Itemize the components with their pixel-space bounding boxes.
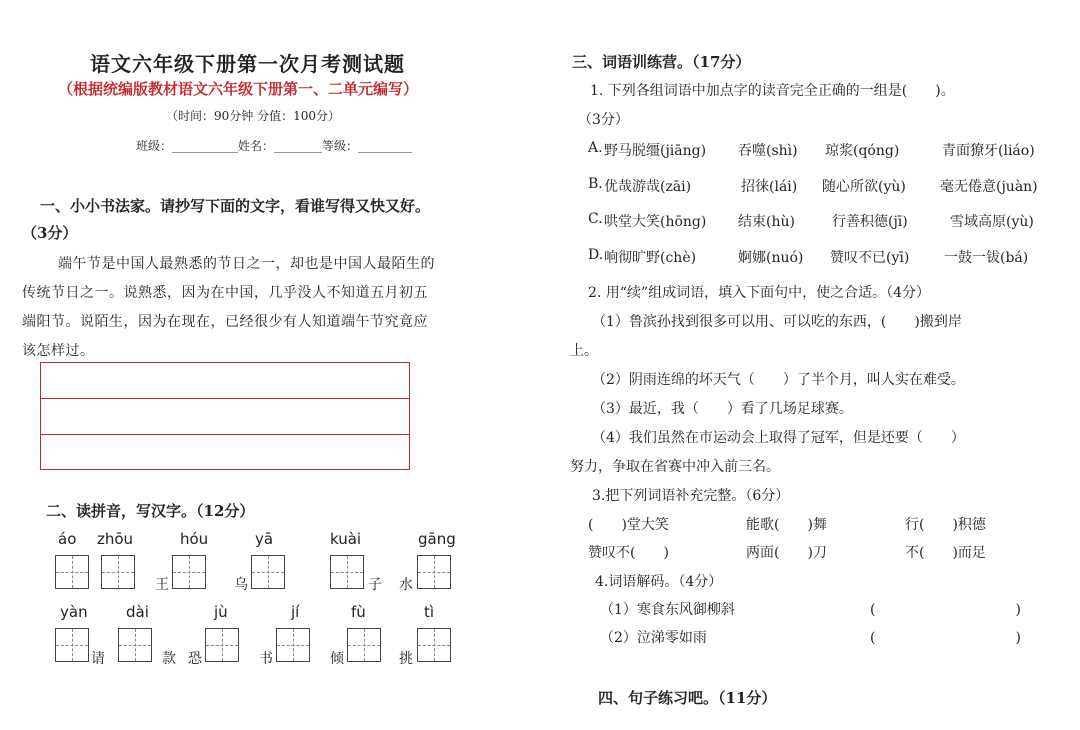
q4-item: （1）寒食东风御柳斜 (600, 602, 735, 618)
given-char: 请 (91, 651, 105, 667)
page-title: 语文六年级下册第一次月考测试题 (90, 52, 405, 76)
q4-answer-blank[interactable]: ( ) (870, 630, 1021, 646)
given-char: 恐 (188, 651, 202, 667)
given-char: 乌 (234, 577, 248, 593)
q3-blank[interactable]: 行( )积德 (905, 517, 986, 533)
section-2-title: 二、读拼音，写汉字。（12分） (46, 502, 255, 520)
tianzige-box[interactable] (330, 555, 364, 589)
passage-line: 该怎样过。 (22, 343, 95, 359)
tianzige-box[interactable] (417, 628, 451, 662)
q2-line: 上。 (570, 343, 598, 359)
given-char: 水 (399, 577, 413, 593)
given-char: 王 (155, 577, 169, 593)
section-1-score: （3分） (22, 224, 78, 242)
pinyin: áo (58, 530, 77, 548)
passage-line: 端午节是中国人最熟悉的节日之一，却也是中国人最陌生的 (58, 256, 435, 272)
pinyin: jù (214, 603, 228, 621)
option-A-item: 吞噬(shì) (738, 143, 798, 159)
tianzige-box[interactable] (251, 555, 285, 589)
copy-writing-box[interactable] (40, 362, 410, 470)
section-1-title: 一、小小书法家。请抄写下面的文字，看谁写得又快又好。 (40, 197, 431, 215)
pinyin: kuài (330, 530, 362, 548)
tianzige-box[interactable] (276, 628, 310, 662)
q3-title: 3.把下列词语补充完整。（6分） (592, 488, 790, 504)
q4-title: 4.词语解码。（4分） (595, 574, 723, 590)
passage-line: 端阳节。说陌生，因为在现在，已经很少有人知道端午节究竟应 (22, 314, 428, 330)
option-C-label[interactable]: C. (588, 211, 603, 227)
option-B-item: 毫无倦意(juàn) (940, 179, 1038, 195)
option-C-item: 雪域高原(yù) (950, 214, 1034, 230)
option-C-item: 结束(hù) (738, 214, 795, 230)
given-char: 书 (259, 651, 273, 667)
pinyin: hóu (180, 530, 209, 548)
option-A-item: 野马脱缰(jiāng) (604, 143, 707, 159)
tianzige-box[interactable] (172, 555, 206, 589)
option-B-label[interactable]: B. (588, 176, 603, 192)
pinyin: fù (351, 603, 366, 621)
option-C-item: 哄堂大笑(hōng) (604, 214, 707, 230)
q4-item: （2）泣涕零如雨 (600, 630, 707, 646)
pinyin: dài (126, 603, 149, 621)
pinyin: tì (424, 603, 435, 621)
section-4-title: 四、句子练习吧。（11分） (598, 689, 777, 707)
option-A-item: 青面獠牙(liáo) (942, 143, 1035, 159)
tianzige-box[interactable] (55, 628, 89, 662)
tianzige-box[interactable] (417, 555, 451, 589)
q3-blank[interactable]: 能歌( )舞 (746, 517, 827, 533)
given-char: 款 (162, 651, 176, 667)
q2-line: （3）最近，我（ ）看了几场足球赛。 (592, 401, 853, 417)
pinyin: yā (255, 530, 274, 548)
pinyin: yàn (60, 603, 88, 621)
writing-line[interactable] (41, 399, 409, 435)
option-B-item: 随心所欲(yù) (822, 179, 906, 195)
option-D-item: 婀娜(nuó) (738, 250, 804, 266)
q2-line: 努力，争取在省赛中冲入前三名。 (570, 459, 780, 475)
q3-blank[interactable]: ( )堂大笑 (588, 517, 669, 533)
tianzige-box[interactable] (118, 628, 152, 662)
option-B-item: 优哉游哉(zāi) (604, 179, 692, 195)
option-A-item: 琼浆(qóng) (825, 143, 900, 159)
tianzige-box[interactable] (55, 555, 89, 589)
pinyin: jí (291, 603, 300, 621)
section-3-title: 三、词语训练营。（17分） (572, 53, 751, 71)
option-D-item: 一鼓一钹(bá) (944, 250, 1029, 266)
q1-score: （3分） (578, 112, 629, 128)
page-subtitle: （根据统编版教材语文六年级下册第一、二单元编写） (58, 80, 419, 98)
given-char: 倾 (330, 651, 344, 667)
q4-answer-blank[interactable]: ( ) (870, 602, 1021, 618)
option-B-item: 招徕(lái) (741, 179, 798, 195)
given-char: 子 (368, 577, 382, 593)
q2-line: （4）我们虽然在市运动会上取得了冠军，但是还要（ ） (592, 430, 965, 446)
option-A-label[interactable]: A. (588, 140, 603, 156)
option-D-item: 赞叹不已(yī) (830, 250, 910, 266)
pinyin: zhōu (97, 530, 134, 548)
option-D-label[interactable]: D. (588, 247, 604, 263)
given-char: 挑 (399, 651, 413, 667)
q3-blank[interactable]: 赞叹不( ) (588, 545, 669, 561)
time-info: （时间：90分钟 分值：100分） (166, 109, 340, 123)
q3-blank[interactable]: 不( )而足 (905, 545, 986, 561)
writing-line[interactable] (41, 363, 409, 399)
passage-line: 传统节日之一。说熟悉，因为在中国，几乎没人不知道五月初五 (22, 285, 428, 301)
q2-title: 2. 用“续”组成词语，填入下面句中，使之合适。（4分） (588, 285, 931, 301)
option-D-item: 响彻旷野(chè) (604, 250, 697, 266)
tianzige-box[interactable] (101, 555, 135, 589)
pinyin: gāng (418, 530, 456, 548)
student-info-line[interactable]: 班级：___________姓名：________等级：_________ (136, 139, 413, 153)
q3-blank[interactable]: 两面( )刀 (746, 545, 827, 561)
q2-line: （2）阴雨连绵的坏天气（ ）了半个月，叫人实在难受。 (592, 372, 965, 388)
tianzige-box[interactable] (347, 628, 381, 662)
q2-line: （1）鲁滨孙找到很多可以用、可以吃的东西，( )搬到岸 (592, 314, 962, 330)
option-C-item: 行善积德(jī) (832, 214, 908, 230)
writing-line[interactable] (41, 435, 409, 469)
q1-question: 1. 下列各组词语中加点字的读音完全正确的一组是( )。 (590, 83, 955, 99)
tianzige-box[interactable] (205, 628, 239, 662)
